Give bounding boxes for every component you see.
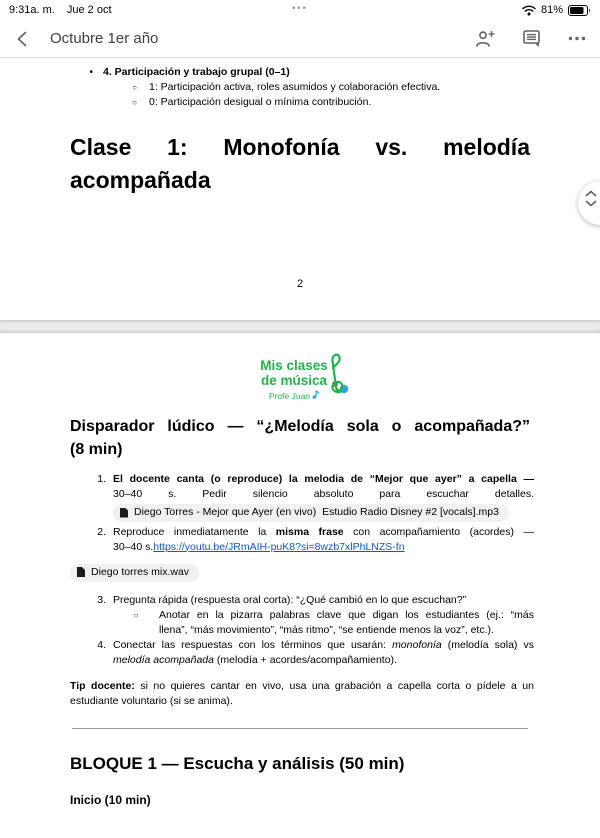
bullet-marker: • (89, 66, 93, 78)
document-page-1 (0, 58, 600, 320)
status-time: 9:31a. m. (9, 4, 55, 16)
file-icon (77, 567, 85, 577)
battery-percent: 81% (540, 4, 563, 16)
page-break-gap (0, 320, 600, 333)
share-add-person-button[interactable] (475, 29, 496, 48)
eighth-note-icon (312, 389, 319, 404)
attachment-chip-mp3[interactable] (113, 504, 509, 522)
inicio-subheading: Inicio (10 min) (70, 793, 151, 807)
document-page-2 (0, 333, 600, 838)
circle-bullet-marker: ○ (132, 98, 137, 107)
item-text: 30–40 s. Pedir silencio absoluto para escuchar detalles. (113, 488, 534, 500)
file-icon (120, 508, 128, 518)
page-number: 2 (296, 278, 304, 290)
list-item (70, 80, 534, 95)
battery-icon (568, 5, 591, 16)
multitask-dots: ••• (292, 3, 308, 13)
section-divider (72, 728, 528, 729)
item-text: Reproduce inmediatamente la misma frase con acompañamiento (acordes) — (113, 525, 534, 538)
circle-bullet-marker: ○ (132, 83, 137, 92)
status-date: Jue 2 oct (66, 4, 112, 16)
logo-text: de música (260, 373, 327, 388)
item-number: 1. (97, 473, 106, 485)
sub-item-text: Anotar en la pizarra palabras clave que digan los estudiantes (ej.: “más llena”, “más movimiento”, “más ritmo”, “se entiende menos la voz”, etc.). (159, 609, 534, 636)
item-number: 2. (97, 525, 106, 538)
scroll-chevrons (585, 190, 597, 207)
item-text: Conectar las respuestas con los términos que usarán: monofonía (melodía sola) vs (113, 639, 534, 651)
item-number: 4. (97, 639, 106, 651)
doc-toolbar (0, 20, 600, 58)
item-text: 30–40 s.https://youtu.be/JRmAIH-puK8?si=8wzb7xlPhLNZS-fn (113, 540, 405, 553)
block-heading: BLOQUE 1 — Escucha y análisis (50 min) (70, 754, 405, 773)
status-bar (0, 0, 600, 20)
wifi-icon (522, 5, 536, 16)
item-text: Pregunta rápida (respuesta oral corta): “¿Qué cambió en lo que escuchan?” (113, 594, 467, 606)
logo-subtext: Profe Juan (260, 389, 328, 404)
youtube-link[interactable]: https://youtu.be/JRmAIH-puK8?si=8wzb7xlPhLNZS-fn (153, 540, 405, 553)
attachment-row (70, 562, 534, 583)
circle-bullet-marker: ○ (133, 611, 139, 620)
item-number: 3. (97, 594, 106, 606)
attachment-filename: Diego Torres - Mejor que Ayer (en vivo) Estudio Radio Disney #2 [vocals].mp3 (134, 506, 499, 518)
class-heading: Clase 1: Monofonía vs. melodía acompañada (70, 134, 530, 193)
logo-text: Mis clases (260, 358, 328, 373)
numbered-item-2 (70, 525, 534, 555)
back-button[interactable] (14, 30, 32, 48)
mis-clases-logo (260, 358, 340, 404)
numbered-item-3 (70, 593, 534, 638)
list-item-text: 0: Participación desigual o mínima contribución. (149, 96, 372, 108)
list-item (70, 65, 534, 80)
more-options-button[interactable] (568, 36, 586, 41)
treble-clef-icon (328, 349, 352, 402)
comments-button[interactable] (522, 29, 542, 48)
numbered-item-4 (70, 638, 534, 668)
list-item (70, 95, 534, 110)
teacher-tip: Tip docente: si no quieres cantar en vivo, usa una grabación a capella corta o pídele a un estudiante voluntario (si se anima). (70, 680, 534, 707)
list-item-text: 1: Participación activa, roles asumidos y colaboración efectiva. (149, 81, 441, 93)
list-item-text: 4. Participación y trabajo grupal (0–1) (103, 66, 290, 78)
item-text: melodía acompañada (melodía + acordes/acompañamiento). (113, 654, 397, 666)
document-title: Octubre 1er año (50, 30, 159, 47)
attachment-chip-wav[interactable] (70, 564, 199, 582)
item-text: El docente canta (o reproduce) la melodia de “Mejor que ayer” a capella — (113, 473, 534, 485)
attachment-filename: Diego torres mix.wav (91, 565, 190, 578)
section-heading: Disparador lúdico — “¿Melodía sola o acompañada?” (8 min) (70, 418, 530, 458)
numbered-item-1 (70, 472, 534, 523)
